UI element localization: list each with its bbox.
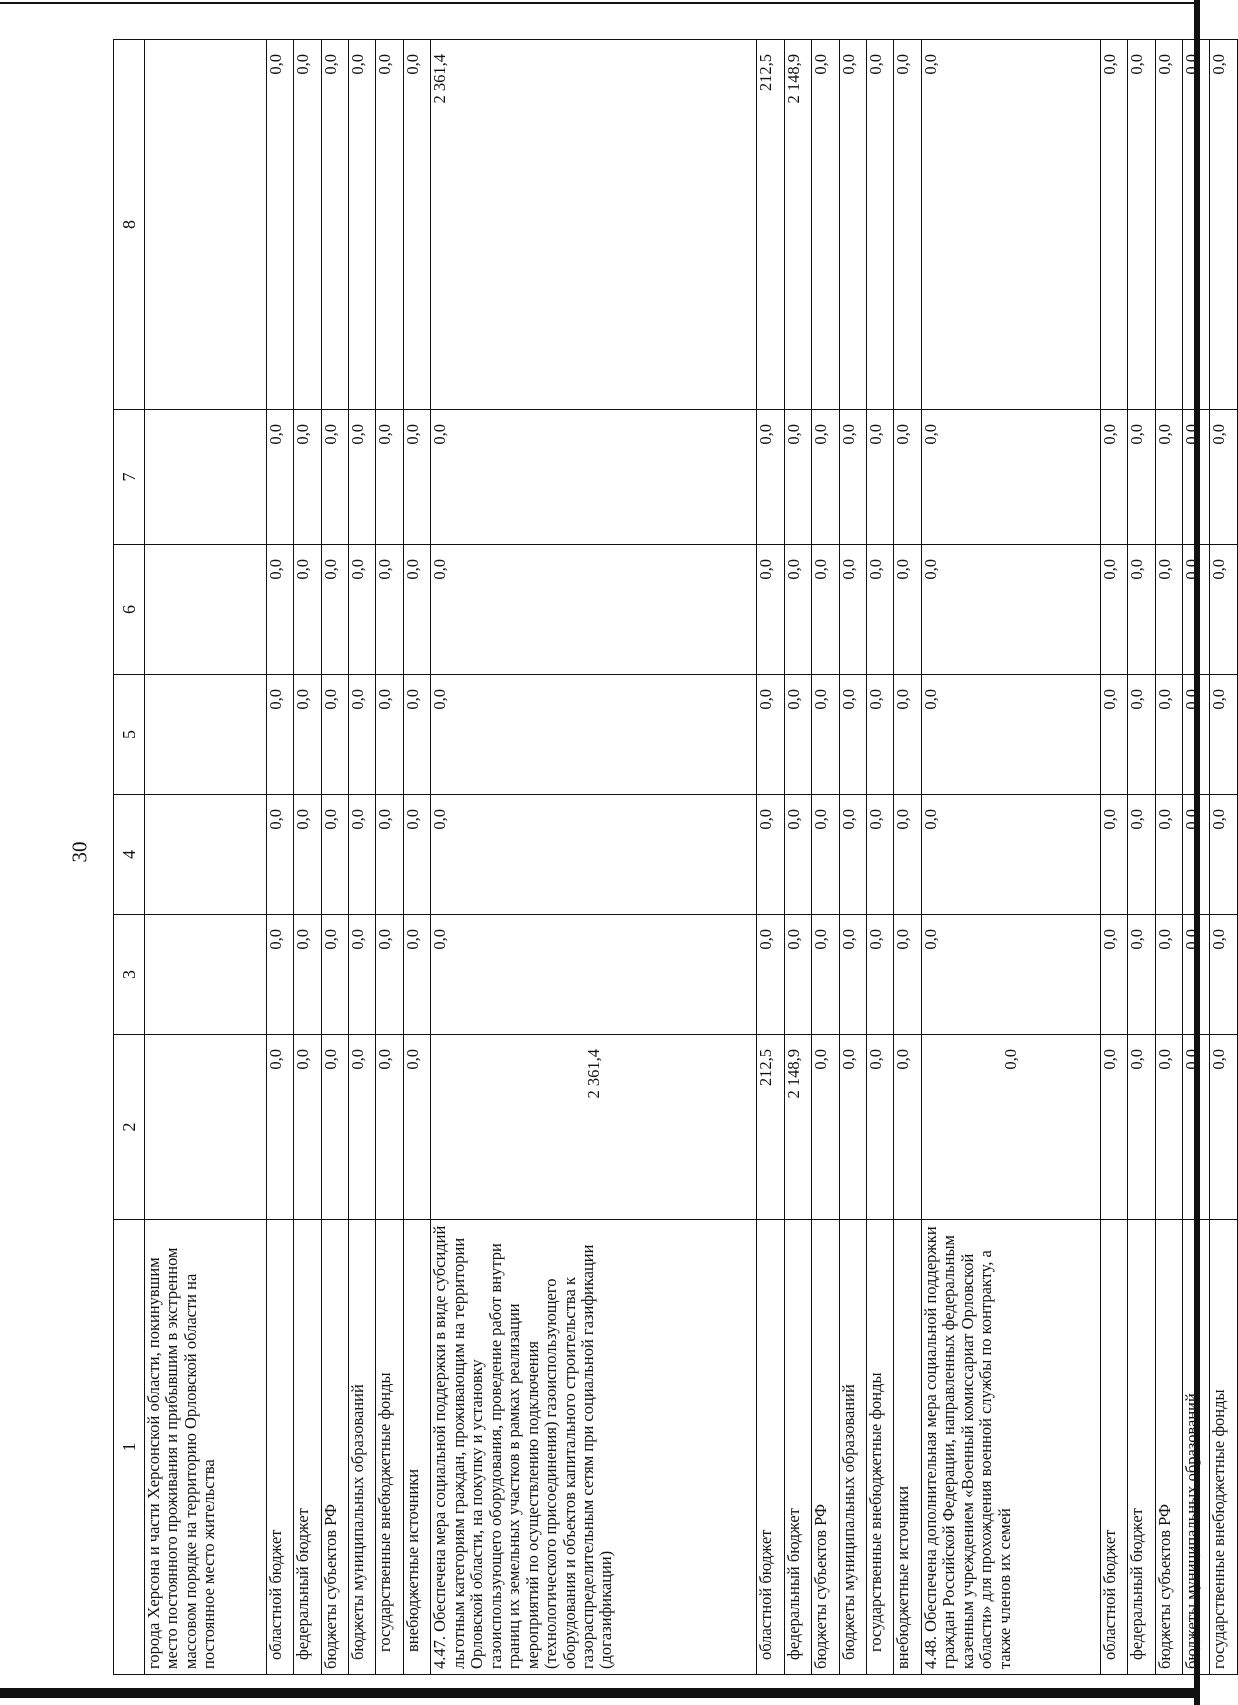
column-header: 6: [114, 545, 145, 675]
scan-top-edge: [0, 2, 1200, 4]
value-cell: 0,0: [1100, 795, 1127, 915]
value-cell: 0,0: [321, 1035, 348, 1220]
table-row: [321, 40, 348, 1675]
total-cell: [145, 40, 267, 410]
page-number: 30: [67, 841, 92, 863]
value-cell: 0,0: [812, 545, 839, 675]
row-label: федеральный бюджет: [784, 1220, 811, 1675]
value-cell: 0,0: [1210, 675, 1238, 795]
value-cell: 0,0: [784, 795, 811, 915]
value-cell: 0,0: [866, 410, 893, 545]
value-cell: 0,0: [1155, 40, 1182, 410]
value-cell: 0,0: [403, 675, 430, 795]
value-cell: 0,0: [866, 545, 893, 675]
column-header-row: [114, 40, 145, 1675]
total-cell: [145, 545, 267, 675]
table-row: [376, 40, 403, 1675]
budget-table: [113, 39, 1238, 1675]
value-cell: 0,0: [866, 1035, 893, 1220]
value-cell: 0,0: [757, 410, 784, 545]
value-cell: 212,5: [757, 1035, 784, 1220]
value-cell: 0,0: [784, 915, 811, 1035]
value-cell: 0,0: [812, 915, 839, 1035]
total-cell: 0,0: [431, 545, 757, 675]
total-cell: 0,0: [921, 675, 1100, 795]
value-cell: 0,0: [266, 1035, 293, 1220]
value-cell: 0,0: [321, 40, 348, 410]
scan-bottom-edge: [0, 1688, 1200, 1698]
table-row: [1128, 40, 1155, 1675]
section-title: города Херсона и части Херсонской области, покинувшим место постоянного проживания и прибывшим в экстренном массовом порядке на территорию Орловской области на постоянное место жительства: [145, 1220, 267, 1675]
value-cell: 0,0: [894, 795, 921, 915]
column-header: 7: [114, 410, 145, 545]
table-row: [784, 40, 811, 1675]
total-cell: 0,0: [921, 410, 1100, 545]
value-cell: 0,0: [376, 1035, 403, 1220]
value-cell: 0,0: [349, 915, 376, 1035]
value-cell: 0,0: [812, 1035, 839, 1220]
table-row: [812, 40, 839, 1675]
value-cell: 0,0: [1155, 915, 1182, 1035]
total-cell: [145, 410, 267, 545]
value-cell: 0,0: [1183, 40, 1210, 410]
total-cell: 2 361,4: [431, 40, 757, 410]
total-cell: 0,0: [921, 1035, 1100, 1220]
value-cell: 0,0: [349, 40, 376, 410]
value-cell: 0,0: [866, 675, 893, 795]
value-cell: 0,0: [1100, 410, 1127, 545]
value-cell: 0,0: [1128, 40, 1155, 410]
total-cell: 0,0: [431, 410, 757, 545]
value-cell: 0,0: [294, 40, 321, 410]
value-cell: 0,0: [866, 40, 893, 410]
table-row: [1155, 40, 1182, 1675]
value-cell: 0,0: [1128, 675, 1155, 795]
table-row: [1183, 40, 1210, 1675]
value-cell: 0,0: [812, 795, 839, 915]
section-title: 4.47. Обеспечена мера социальной поддержки в виде субсидий льготным категориям граждан, проживающим на территории Орловской области, на покупку и установку газоиспользующего оборудования, проведение работ внутри границ их земельных участков в рамках реализации мероприятий по осуществлению подключения (технологического присоединения) газоиспользующего оборудования и объектов капитального строительства к газораспределительным сетям при социальной газификации (догазификации): [431, 1220, 757, 1675]
value-cell: 0,0: [894, 1035, 921, 1220]
value-cell: 0,0: [866, 915, 893, 1035]
table-row-section-title: [431, 40, 757, 1675]
row-label: бюджеты муниципальных образований: [1183, 1220, 1210, 1675]
value-cell: 0,0: [1210, 915, 1238, 1035]
row-label: областной бюджет: [757, 1220, 784, 1675]
column-header: 5: [114, 675, 145, 795]
total-cell: 0,0: [431, 795, 757, 915]
value-cell: 0,0: [349, 675, 376, 795]
value-cell: 0,0: [784, 675, 811, 795]
value-cell: 0,0: [894, 40, 921, 410]
value-cell: 0,0: [894, 675, 921, 795]
value-cell: 0,0: [349, 545, 376, 675]
row-label: областной бюджет: [1100, 1220, 1127, 1675]
value-cell: 0,0: [376, 40, 403, 410]
value-cell: 0,0: [1155, 1035, 1182, 1220]
row-label: областной бюджет: [266, 1220, 293, 1675]
value-cell: 0,0: [1100, 915, 1127, 1035]
value-cell: 0,0: [1183, 1035, 1210, 1220]
table-row: [1100, 40, 1127, 1675]
table-row: [403, 40, 430, 1675]
row-label: внебюджетные источники: [894, 1220, 921, 1675]
total-cell: [145, 915, 267, 1035]
value-cell: 0,0: [894, 915, 921, 1035]
total-cell: [145, 795, 267, 915]
value-cell: 0,0: [839, 915, 866, 1035]
row-label: бюджеты субъектов РФ: [812, 1220, 839, 1675]
value-cell: 0,0: [1183, 795, 1210, 915]
value-cell: 0,0: [321, 410, 348, 545]
value-cell: 0,0: [294, 1035, 321, 1220]
value-cell: 2 148,9: [784, 1035, 811, 1220]
value-cell: 0,0: [1128, 1035, 1155, 1220]
value-cell: 0,0: [757, 795, 784, 915]
total-cell: [145, 1035, 267, 1220]
value-cell: 0,0: [321, 675, 348, 795]
total-cell: 2 361,4: [431, 1035, 757, 1220]
value-cell: 0,0: [349, 1035, 376, 1220]
row-label: государственные внебюджетные фонды: [1210, 1220, 1238, 1675]
value-cell: 0,0: [376, 915, 403, 1035]
value-cell: 0,0: [349, 410, 376, 545]
row-label: внебюджетные источники: [403, 1220, 430, 1675]
value-cell: 0,0: [1128, 915, 1155, 1035]
value-cell: 0,0: [812, 410, 839, 545]
value-cell: 0,0: [812, 40, 839, 410]
value-cell: 0,0: [403, 1035, 430, 1220]
value-cell: 0,0: [266, 795, 293, 915]
value-cell: 0,0: [349, 795, 376, 915]
table-row-section-title: [921, 40, 1100, 1675]
value-cell: 0,0: [266, 675, 293, 795]
total-cell: 0,0: [921, 40, 1100, 410]
value-cell: 0,0: [1155, 675, 1182, 795]
value-cell: 0,0: [294, 410, 321, 545]
row-label: бюджеты субъектов РФ: [321, 1220, 348, 1675]
value-cell: 0,0: [757, 915, 784, 1035]
value-cell: 0,0: [1100, 545, 1127, 675]
value-cell: 0,0: [376, 545, 403, 675]
table-row: [894, 40, 921, 1675]
total-cell: 0,0: [431, 915, 757, 1035]
value-cell: 0,0: [839, 1035, 866, 1220]
total-cell: 0,0: [921, 795, 1100, 915]
table-row: [866, 40, 893, 1675]
value-cell: 0,0: [321, 545, 348, 675]
column-header: 1: [114, 1220, 145, 1675]
value-cell: 0,0: [894, 545, 921, 675]
value-cell: 0,0: [1183, 410, 1210, 545]
value-cell: 0,0: [321, 795, 348, 915]
value-cell: 0,0: [294, 795, 321, 915]
column-header: 2: [114, 1035, 145, 1220]
value-cell: 212,5: [757, 40, 784, 410]
value-cell: 0,0: [1128, 795, 1155, 915]
value-cell: 0,0: [403, 915, 430, 1035]
row-label: государственные внебюджетные фонды: [866, 1220, 893, 1675]
value-cell: 0,0: [894, 410, 921, 545]
row-label: бюджеты муниципальных образований: [839, 1220, 866, 1675]
value-cell: 0,0: [1155, 795, 1182, 915]
value-cell: 0,0: [1128, 545, 1155, 675]
section-title: 4.48. Обеспечена дополнительная мера социальной поддержки граждан Российской Федерации, направленных федеральным казенным учреждением «Военный комиссариат Орловской области» для прохождения военной службы по контракту, а также членов их семей: [921, 1220, 1100, 1675]
value-cell: 0,0: [1155, 410, 1182, 545]
value-cell: 0,0: [839, 545, 866, 675]
value-cell: 0,0: [1210, 545, 1238, 675]
rotated-page: [113, 40, 1238, 1675]
total-cell: [145, 675, 267, 795]
value-cell: 0,0: [294, 675, 321, 795]
table-row: [757, 40, 784, 1675]
table-row-section-title: [145, 40, 267, 1675]
table-row: [294, 40, 321, 1675]
value-cell: 0,0: [294, 915, 321, 1035]
value-cell: 0,0: [1210, 410, 1238, 545]
value-cell: 0,0: [403, 545, 430, 675]
column-header: 3: [114, 915, 145, 1035]
table-row: [1210, 40, 1238, 1675]
value-cell: 0,0: [1183, 915, 1210, 1035]
row-label: бюджеты субъектов РФ: [1155, 1220, 1182, 1675]
value-cell: 0,0: [403, 795, 430, 915]
row-label: бюджеты муниципальных образований: [349, 1220, 376, 1675]
column-header: 8: [114, 40, 145, 410]
value-cell: 0,0: [1210, 1035, 1238, 1220]
column-header: 4: [114, 795, 145, 915]
value-cell: 0,0: [784, 545, 811, 675]
value-cell: 0,0: [1155, 545, 1182, 675]
value-cell: 0,0: [839, 795, 866, 915]
table-row: [266, 40, 293, 1675]
value-cell: 0,0: [839, 675, 866, 795]
value-cell: 0,0: [376, 675, 403, 795]
value-cell: 0,0: [839, 40, 866, 410]
value-cell: 0,0: [757, 545, 784, 675]
value-cell: 0,0: [1183, 545, 1210, 675]
value-cell: 0,0: [294, 545, 321, 675]
value-cell: 0,0: [403, 410, 430, 545]
value-cell: 0,0: [1210, 40, 1238, 410]
value-cell: 0,0: [266, 545, 293, 675]
total-cell: 0,0: [431, 675, 757, 795]
value-cell: 0,0: [866, 795, 893, 915]
row-label: федеральный бюджет: [294, 1220, 321, 1675]
value-cell: 0,0: [1183, 675, 1210, 795]
value-cell: 0,0: [1100, 40, 1127, 410]
table-row: [839, 40, 866, 1675]
value-cell: 0,0: [1210, 795, 1238, 915]
row-label: федеральный бюджет: [1128, 1220, 1155, 1675]
value-cell: 0,0: [1128, 410, 1155, 545]
value-cell: 0,0: [1100, 675, 1127, 795]
value-cell: 0,0: [403, 40, 430, 410]
value-cell: 0,0: [757, 675, 784, 795]
value-cell: 0,0: [784, 410, 811, 545]
value-cell: 0,0: [839, 410, 866, 545]
value-cell: 2 148,9: [784, 40, 811, 410]
value-cell: 0,0: [266, 410, 293, 545]
value-cell: 0,0: [376, 795, 403, 915]
row-label: государственные внебюджетные фонды: [376, 1220, 403, 1675]
value-cell: 0,0: [321, 915, 348, 1035]
value-cell: 0,0: [1100, 1035, 1127, 1220]
total-cell: 0,0: [921, 915, 1100, 1035]
table-row: [349, 40, 376, 1675]
value-cell: 0,0: [266, 915, 293, 1035]
total-cell: 0,0: [921, 545, 1100, 675]
value-cell: 0,0: [266, 40, 293, 410]
value-cell: 0,0: [376, 410, 403, 545]
value-cell: 0,0: [812, 675, 839, 795]
